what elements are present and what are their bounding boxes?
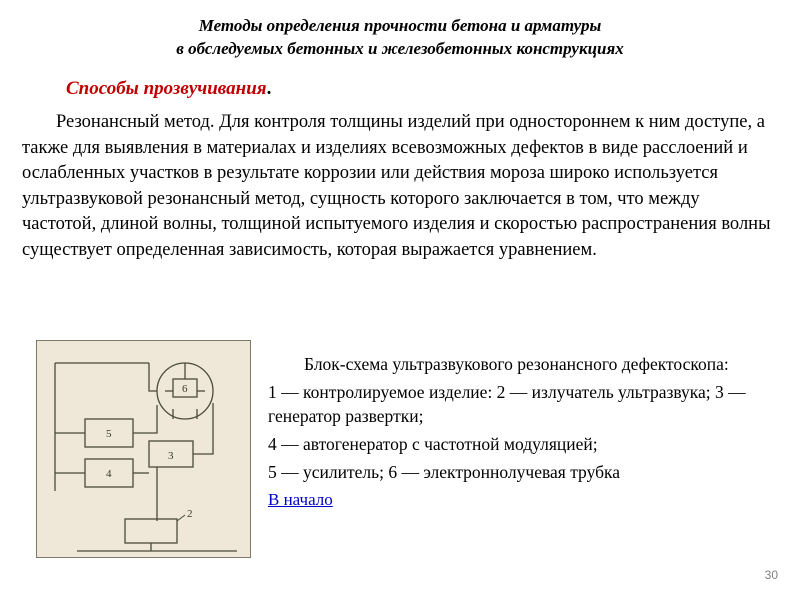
figure-label-3: 3 <box>168 450 174 462</box>
figure-label-5: 5 <box>106 428 112 440</box>
legend-line-3: 5 — усилитель; 6 — электроннолучевая трубка <box>268 462 621 482</box>
title-line-1: Методы определения прочности бетона и арматуры <box>198 16 602 35</box>
subtitle-text: Способы прозвучивания <box>66 78 267 99</box>
subtitle-period: . <box>266 78 272 99</box>
page-number: 30 <box>764 568 778 582</box>
section-subtitle <box>66 78 800 100</box>
slide-title <box>0 0 800 60</box>
legend-line-2: 4 — автогенератор с частотной модуляцией; <box>268 434 598 454</box>
title-line-2: в обследуемых бетонных и железобетонных конструкциях <box>176 39 624 58</box>
legend-line-0: Блок-схема ультразвукового резонансного дефектоскопа: <box>304 354 729 374</box>
block-diagram-figure <box>36 340 251 558</box>
figure-label-4: 4 <box>106 468 112 480</box>
back-to-start-link[interactable]: В начало <box>268 490 333 509</box>
figure-label-2: 2 <box>187 508 193 520</box>
figure-label-6: 6 <box>182 383 188 395</box>
block-diagram-svg <box>37 341 250 557</box>
paragraph-text: Резонансный метод. Для контроля толщины изделий при одностороннем к ним доступе, а также для выявления в материалах и изделиях всевозможных дефектов в виде расслоений и ослабленных участков в результате коррозии или действия мороза широко используется ультразвуковой резонансный метод, сущность которого заключается в том, что между частотой, длиной волны, толщиной испытуемого изделия и скоростью распространения волны существует определенная зависимость, которая выражается уравнением. <box>22 112 771 260</box>
main-paragraph <box>22 110 778 263</box>
legend-line-1: 1 — контролируемое изделие: 2 — излучатель ультразвука; 3 — генератор развертки; <box>268 382 746 426</box>
figure-legend <box>268 352 778 510</box>
